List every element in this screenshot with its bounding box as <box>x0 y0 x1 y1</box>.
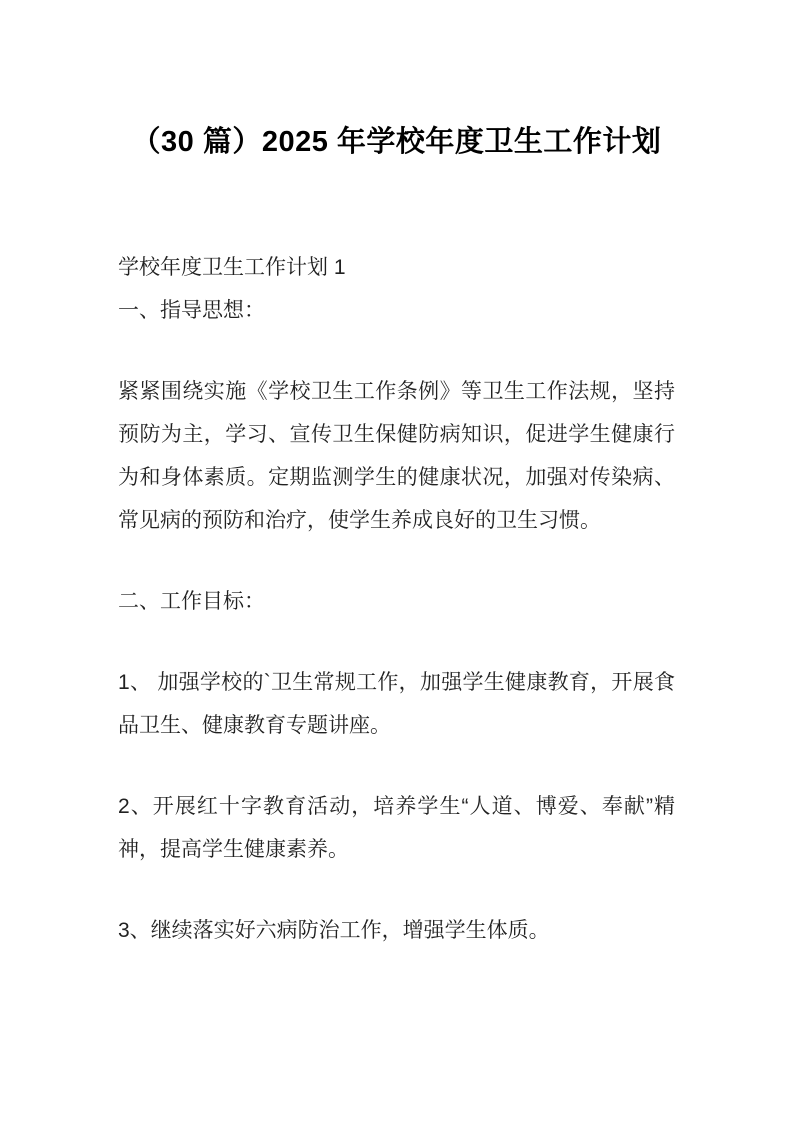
paragraph-section-2-heading: 二、工作目标： <box>118 590 265 613</box>
document-body <box>118 246 675 952</box>
paragraph-guiding-ideology: 紧紧围绕实施《学校卫生工作条例》等卫生工作法规，坚持预防为主，学习、宣传卫生保健防病知识，促进学生健康行为和身体素质。定期监测学生的健康状况，加强对传染病、常见病的预防和治疗，使学生养成良好的卫生习惯。 <box>118 380 675 532</box>
paragraph-section-1-heading: 一、指导思想： <box>118 299 265 322</box>
paragraph-goal-item-2: 2、开展红十字教育活动，培养学生“人道、博爱、奉献”精神，提高学生健康素养。 <box>118 795 675 861</box>
paragraph-goal-item-1: 1、 加强学校的`卫生常规工作，加强学生健康教育，开展食品卫生、健康教育专题讲座。 <box>118 671 675 737</box>
document-title: （30 篇）2025 年学校年度卫生工作计划 <box>131 126 662 158</box>
paragraph-goal-item-3: 3、继续落实好六病防治工作，增强学生体质。 <box>118 919 550 942</box>
paragraph-plan-heading: 学校年度卫生工作计划 1 <box>118 256 346 279</box>
